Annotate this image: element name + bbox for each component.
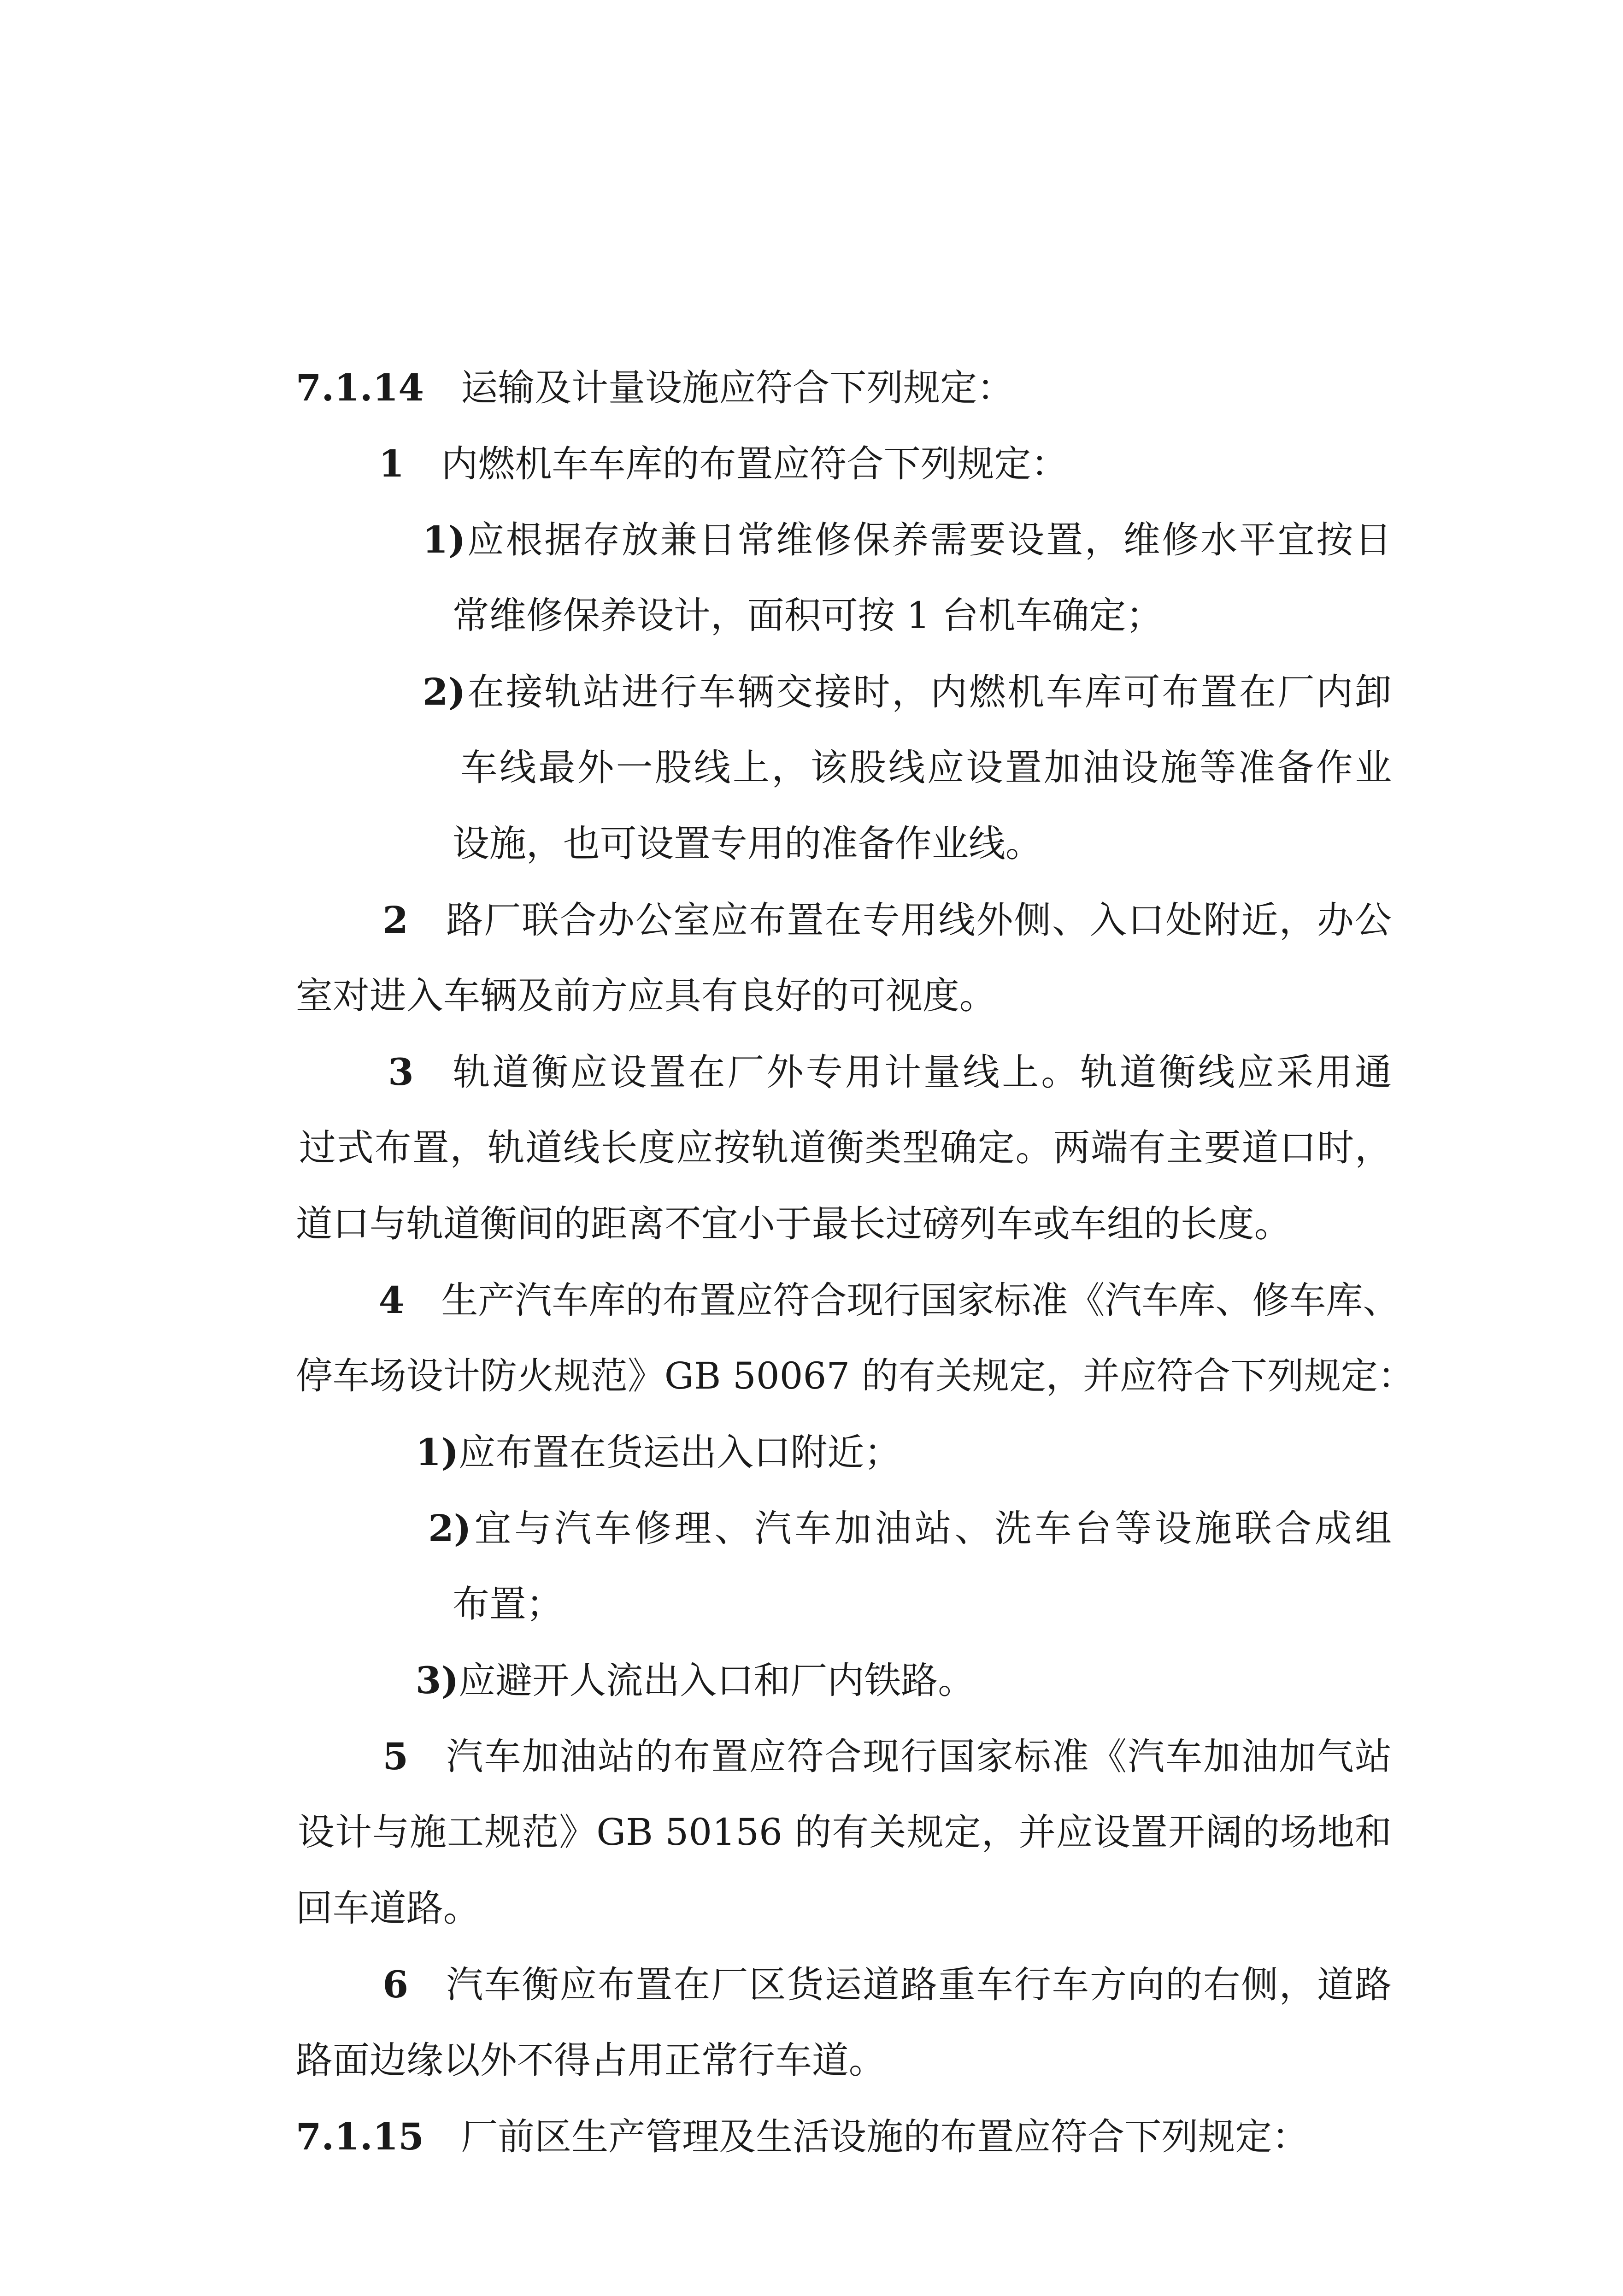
item-text: 轨道衡应设置在厂外专用计量线上。轨道衡线应采用通 bbox=[450, 1051, 1392, 1094]
clause-number: 7.1.14 bbox=[295, 366, 424, 409]
item-number: 5 bbox=[382, 1735, 409, 1778]
continuation-text: 设施，也可设置专用的准备作业线。 bbox=[452, 822, 1042, 865]
continuation-text: 道口与轨道衡间的距离不宜小于最长过磅列车或车组的长度。 bbox=[295, 1202, 1291, 1245]
item-number: 3 bbox=[388, 1050, 414, 1094]
subitem-text: 宜与汽车修理、汽车加油站、洗车台等设施联合成组 bbox=[471, 1507, 1392, 1550]
item-number: 6 bbox=[382, 1963, 409, 2006]
continuation-text: 停车场设计防火规范》GB 50067 的有关规定，并应符合下列规定： bbox=[295, 1354, 1415, 1397]
continuation-text: 室对进入车辆及前方应具有良好的可视度。 bbox=[295, 974, 996, 1017]
item-text: 路厂联合办公室应布置在专用线外侧、入口处附近，办公 bbox=[445, 899, 1392, 942]
continuation-text: 设计与施工规范》GB 50156 的有关规定，并应设置开阔的场地和 bbox=[297, 1811, 1392, 1854]
item-text: 内燃机车车库的布置应符合下列规定： bbox=[441, 442, 1068, 485]
subitem-number: 3) bbox=[415, 1659, 459, 1702]
subitem-number: 2) bbox=[422, 670, 466, 713]
subitem-number: 1) bbox=[415, 1431, 459, 1474]
clause-text: 厂前区生产管理及生活设施的布置应符合下列规定： bbox=[461, 2115, 1309, 2158]
item-number: 2 bbox=[382, 898, 409, 942]
continuation-text: 车线最外一股线上，该股线应设置加油设施等准备作业 bbox=[460, 746, 1392, 789]
continuation-text: 常维修保养设计，面积可按 1 台机车确定； bbox=[452, 594, 1163, 637]
clause-heading bbox=[249, 2023, 1309, 2250]
subitem-text: 应根据存放兼日常维修保养需要设置，维修水平宜按日 bbox=[465, 518, 1392, 561]
clause-text: 运输及计量设施应符合下列规定： bbox=[461, 366, 1014, 409]
item-number: 4 bbox=[378, 1278, 405, 1322]
subitem-text: 应布置在货运出入口附近； bbox=[459, 1431, 901, 1474]
item-text: 汽车衡应布置在厂区货运道路重车行车方向的右侧，道路 bbox=[445, 1963, 1392, 2006]
clause-number: 7.1.15 bbox=[295, 2115, 424, 2158]
continuation-text: 过式布置，轨道线长度应按轨道衡类型确定。两端有主要道口时， bbox=[299, 1126, 1392, 1169]
item-number: 1 bbox=[378, 442, 405, 485]
subitem-text: 在接轨站进行车辆交接时，内燃机车库可布置在厂内卸 bbox=[465, 671, 1392, 713]
subitem-text: 应避开人流出入口和厂内铁路。 bbox=[459, 1659, 975, 1702]
continuation-text: 回车道路。 bbox=[295, 1887, 480, 1930]
continuation-text: 布置； bbox=[452, 1583, 563, 1625]
continuation-text: 路面边缘以外不得占用正常行车道。 bbox=[295, 2039, 886, 2082]
item-text: 汽车加油站的布置应符合现行国家标准《汽车加油加气站 bbox=[445, 1735, 1392, 1778]
subitem-number: 1) bbox=[422, 518, 466, 561]
subitem-number: 2) bbox=[428, 1507, 471, 1550]
item-text: 生产汽车库的布置应符合现行国家标准《汽车库、修车库、 bbox=[441, 1279, 1400, 1322]
